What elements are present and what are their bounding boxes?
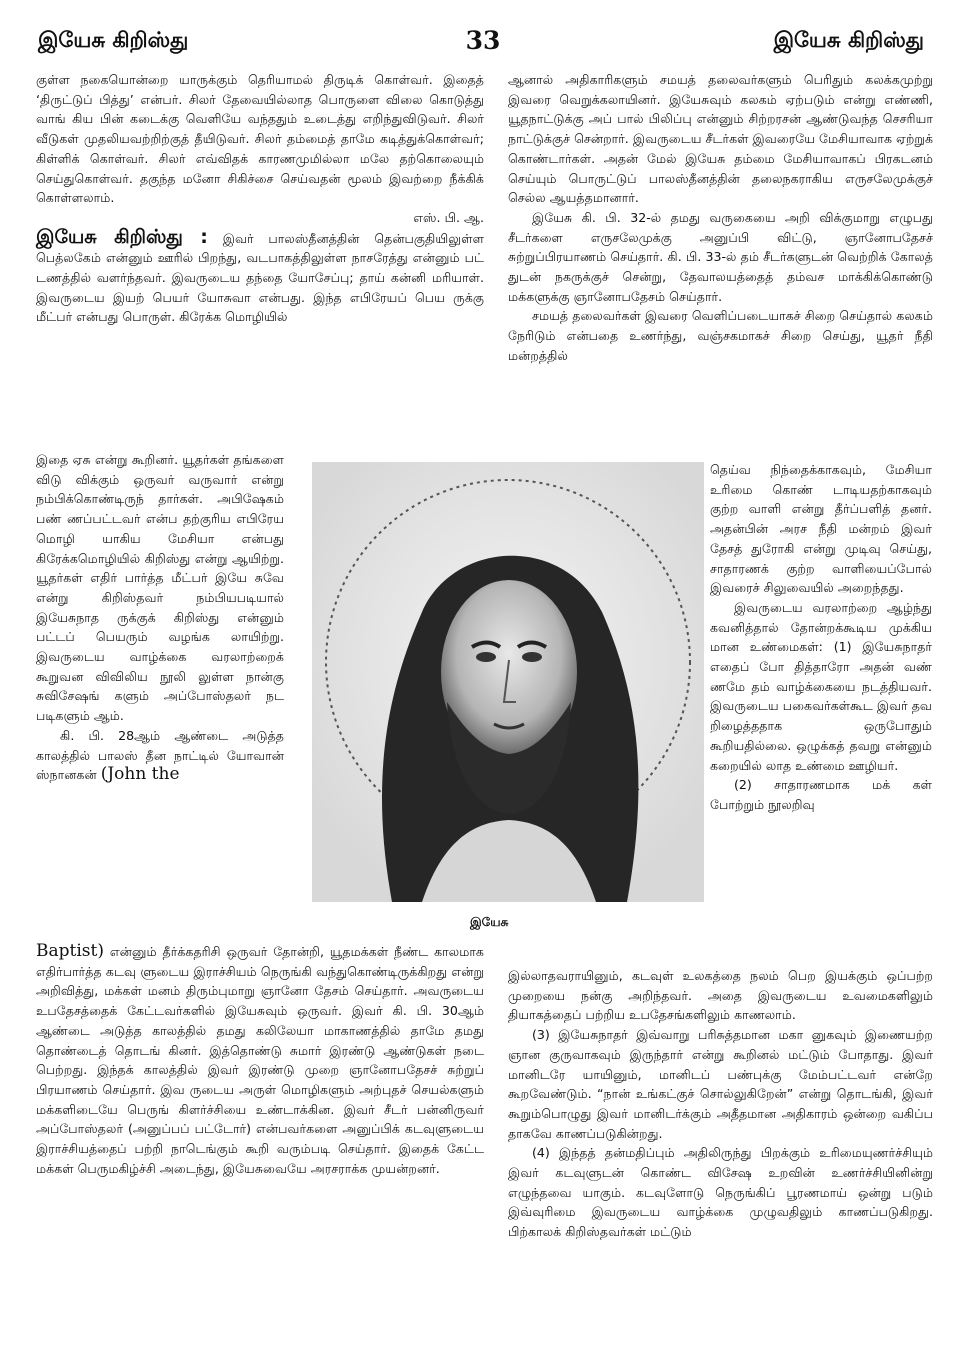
paragraph-truths: இவருடைய வரலாற்றை ஆழ்ந்து கவனித்தால் தோன்றக்கூடிய முக்கிய மான உண்மைகள்: (1) இயேசுநாதர் எதைப் போ தித்தாரோ அதன் வண் ணமே தம் வாழ்க்கையை நடத்தியவர். இவருடைய பகைவர்கள்கூட இவர் தவ றிழைத்ததாக ஒருபோதும் கூறியதில்லை. ஒழுக்கத் தவறு என்னும் கறையில் லாத உண்மை ஊழியர். bbox=[710, 599, 932, 773]
john-baptist-text: கி. பி. 28ஆம் ஆண்டை அடுத்த காலத்தில் பாலஸ் தீன நாட்டில் யோவான் ஸ்நானகன் bbox=[36, 727, 284, 783]
paragraph-ministry bbox=[36, 942, 484, 1178]
entry-headword: இயேசு கிறிஸ்து : bbox=[36, 225, 208, 248]
paragraph-trial: தெய்வ நிந்தைக்காகவும், மேசியா உரிமை கொண் டாடியதற்காகவும் குற்ற வாளி என்று தீர்ப்பளித் தனர். அதன்பின் அரச நீதி மன்றம் இவர் தேசத் துரோகி என்று முடிவு செய்து, சாதாரணக் குற்ற வாளியைப்போல் இவரைச் சிலுவையில் அறைந்தது. bbox=[710, 462, 932, 596]
right-column-top bbox=[508, 70, 933, 366]
paragraph-point-three: (3) இயேசுநாதர் இவ்வாறு பரிசுத்தமான மகா னுகவும் இணையற்ற ஞான குருவாகவும் இருந்தார் என்று கூறினல் மட்டும் போதாது. இவர் மானிடரே யாயினும், மானிடப் பண்புக்கு மேம்பட்டவர் என்றே கூறவேண்டும். “நான் உங்கட்குச் சொல்லுகிறேன்” என்று தொடங்கி, இவர் கூறும்பொழுது இவர் மானிடர்க்கும் அதீதமான அதிகாரம் ஒன்றை வகிப்ப தாகவே காணப்படுகின்றது. bbox=[508, 1027, 933, 1141]
jesus-portrait bbox=[312, 462, 704, 902]
paragraph-point-two: (2) சாதாரணமாக மக் கள் போற்றும் நூலறிவு bbox=[710, 777, 932, 812]
paragraph-kleptomania: குள்ள நகையொன்றை யாருக்கும் தெரியாமல் திருடிக் கொள்வர். இதைத் ‘திருட்டுப் பித்து’ என்பர். சிலர் தேவையில்லாத பொருளை விலை கொடுத்து வாங் கிய பின் கடைக்கு வெளியே வந்ததும் உடைத்து எறிந்துவிடுவர். சிலர் வீடுகள் முதலியவற்றிற்குத் தீயிடுவர். சிலர் தம்மைத் தாமே கடித்துக்கொள்வர்; கிள்ளிக் கொள்வர். சிலர் எவ்விதக் காரணமுமில்லா மலே தற்கொலையும் செய்துகொள்வர். தகுந்த மனோ சிகிச்சை செய்வதன் மூலம் இவற்றை நீக்கிக் கொள்ளலாம். bbox=[36, 72, 485, 206]
english-term-john: (John the bbox=[100, 764, 180, 785]
portrait-illustration bbox=[312, 462, 704, 902]
ministry-text: என்னும் தீர்க்கதரிசி ஒருவர் தோன்றி, யூதமக்கள் நீண்ட காலமாக எதிர்பார்த்த கடவு ளுடைய இராச்சியம் நெருங்கி வந்துகொண்டிருக்கிறது என்று அறிவித்து, மக்கள் மனம் திரும்புமாறு ஞானோ தேசம் செய்தார். அவருடைய உபதேசத்தைக் கேட்டவர்களில் இயேசுவும் ஒருவர். இவர் கி. பி. 30ஆம் ஆண்டை அடுத்த காலத்தில் தமது கலிலேயா மாகாணத்தில் தாமே தமது தொண்டைத் தொடங் கினர். இத்தொண்டு சுமார் இரண்டு ஆண்டுகள் நடை பெற்றது. இந்தக் காலத்தில் இவர் இரண்டு முறை ஞானோபதேசச் சுற்றுப் பிரயாணம் செய்தார். இவ ருடைய அருள் மொழிகளும் அற்புதச் செயல்களும் மக்களிடையே பெருங் கிளர்ச்சியை உண்டாக்கின. இவர் சீடர் பன்னிருவர் அப்போஸ்தலர் (அனுப்பப் பட்டோர்) என்பவர்களை அனுப்பிக் கடவுளுடைய இராச்சியத்தைப் பற்றி நாடெங்கும் கூறி வரும்படி செய்தார். இதைக் கேட்ட மக்கள் பெருமகிழ்ச்சி அடைந்து, இயேசுவையே அரசராக்க முயன்றனர். bbox=[36, 944, 484, 1176]
page-number: 33 bbox=[465, 26, 501, 55]
right-column-narrow bbox=[710, 460, 932, 815]
author-signature: எஸ். பி. ஆ. bbox=[413, 209, 484, 225]
paragraph-arrest: சமயத் தலைவர்கள் இவரை வெளிப்படையாகச் சிறை செய்தால் கலகம் நேரிடும் என்பதை உணர்ந்து, வஞ்சகமாகச் சிறை செய்து, யூதர் நீதி மன்றத்தில் bbox=[508, 308, 933, 363]
running-head-right: இயேசு கிறிஸ்து bbox=[773, 28, 924, 52]
right-column-bottom bbox=[508, 966, 933, 1242]
entry-intro-text: இவர் பாலஸ்தீனத்தின் தென்பகுதியிலுள்ள பெத்லகேம் என்னும் ஊரில் பிறந்து, வடபாகத்திலுள்ள நாசரேத்து என்னும் பட் டணத்தில் வளர்ந்தவர். இவருடைய தந்தை யோசேப்பு; தாய் கன்னி மரியாள். இவருடைய இயற் பெயர் யோசுவா என்பது. இந்த எபிரேயப் பெய ருக்கு மீட்பர் என்பது பொருள். கிரேக்க மொழியில் bbox=[36, 230, 484, 325]
paragraph-parables: இல்லாதவராயினும், கடவுள் உலகத்தை நலம் பெற இயக்கும் ஒப்பற்ற முறையை நன்கு அறிந்தவர். அதை இவருடைய உவமைகளிலும் தியாகத்தைப் பற்றிய உபதேசங்களிலும் காணலாம். bbox=[508, 968, 933, 1023]
paragraph-messiah: இதை ஏசு என்று கூறினர். யூதர்கள் தங்களை விடு விக்கும் ஒருவர் வருவார் என்று நம்பிக்கொண்டிருந் தார்கள். அபிஷேகம் பண் ணப்பட்டவர் என்ப தற்குரிய எபிரேய மொழி யாகிய மேசியா என்பது கிரேக்கமொழியில் கிறிஸ்து என்று ஆயிற்று. யூதர்கள் எதிர் பார்த்த மீட்பர் இயே சுவே என்று கிறிஸ்தவர் நம்பியபடியால் இயேசுநாத ருக்குக் கிறிஸ்து என்னும் பட்டப் பெயரும் வழங்க லாயிற்று. இவருடைய வாழ்க்கை வரலாற்றைக் கூறுவன விவிலிய நூலி லுள்ள நான்கு சுவிசேஷங் களும் அப்போஸ்தலர் நட படிகளும் ஆம். bbox=[36, 452, 284, 724]
paragraph-jerusalem: இயேசு கி. பி. 32-ல் தமது வருகையை அறி விக்குமாறு எழுபது சீடர்களை எருசலேமுக்கு அனுப்பி விட்டு, ஞானோபதேசச் சுற்றுப்பிரயாணம் செய்தார். கி. பி. 33-ல் தம் சீடர்களுடன் வெற்றிக் கோலத் துடன் நகருக்குச் சென்று, தேவாலயத்தைத் தம்வச மாக்கிக்கொண்டு மக்களுக்கு ஞானோபதேசம் செய்தார். bbox=[508, 209, 933, 304]
left-column-top bbox=[36, 70, 484, 327]
running-head-left: இயேசு கிறிஸ்து bbox=[38, 28, 189, 52]
english-term-baptist: Baptist) bbox=[36, 941, 104, 961]
paragraph-point-four: (4) இந்தத் தன்மதிப்பும் அதிலிருந்து பிறக்கும் உரிமையுணர்ச்சியும் இவர் கடவுளுடன் கொண்ட விசேஷ உறவின் உணர்ச்சியினின்று எழுந்தவை யாகும். கடவுளோடு நெருங்கிப் பூரணமாய் ஒன்று படும் இவ்வுரிமை இவருடைய வாழ்க்கை முழுவதிலும் காணப்படுகிறது. பிற்காலக் கிறிஸ்தவர்கள் மட்டும் bbox=[508, 1145, 933, 1240]
figure-caption: இயேசு bbox=[470, 915, 509, 929]
entry-intro bbox=[36, 225, 484, 328]
paragraph-john-baptist bbox=[36, 726, 284, 785]
paragraph-authorities: ஆனால் அதிகாரிகளும் சமயத் தலைவர்களும் பெரிதும் கலக்கமுற்று இவரை வெறுக்கலாயினர். இயேசுவும் கலகம் ஏற்படும் என்று எண்ணி, யூதநாட்டுக்கு அப் பால் பிலிப்பு என்னும் சிற்றரசன் ஆண்டுவந்த செசரியா நாட்டுக்குச் சென்றார். இவருடைய சீடர்கள் இவரையே மேசியாவாக ஏற்றுக் கொண்டார்கள். அதன் மேல் இயேசு தம்மை மேசியாவாகப் பிரகடனம் செய்யும் பொருட்டுப் பாலஸ்தீனத்தின் தலைநகராகிய எருசலேமுக்குச் செல்ல ஆயத்தமானார். bbox=[508, 72, 933, 206]
left-column-bottom bbox=[36, 942, 484, 1178]
left-column-narrow bbox=[36, 450, 284, 785]
